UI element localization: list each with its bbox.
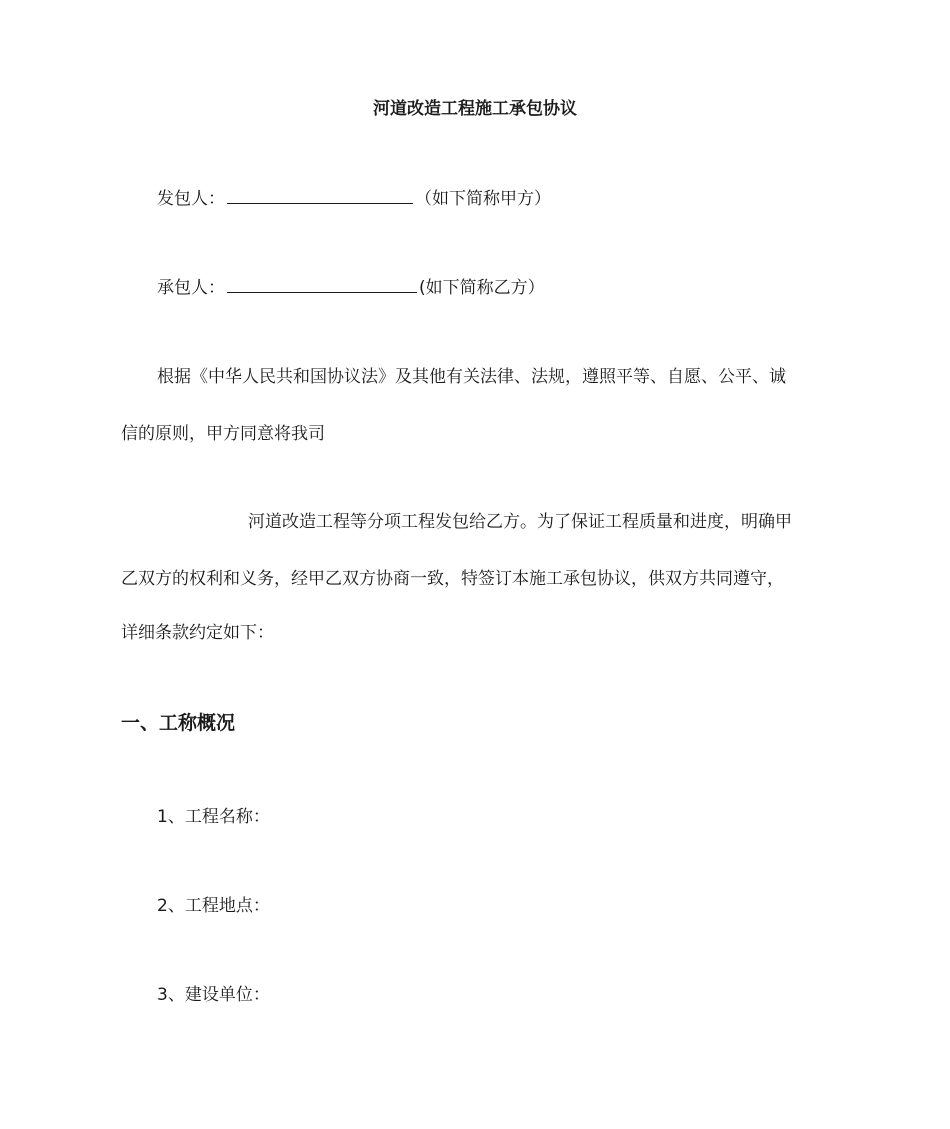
scope-line-2: 乙双方的权利和义务，经甲乙双方协商一致，特签订本施工承包协议，供双方共同遵守， (121, 569, 784, 589)
intro-line-2: 信的原则，甲方同意将我司 (121, 424, 325, 444)
party-b-suffix: (如下简称乙方） (419, 278, 545, 298)
party-a-label: 发包人： (157, 189, 225, 209)
construction-unit-item: 3、建设单位： (157, 985, 270, 1005)
project-name-item: 1、工程名称： (157, 807, 270, 827)
party-a-suffix: （如下简称甲方） (415, 189, 551, 209)
party-b-blank (227, 276, 417, 293)
party-a-blank (227, 187, 413, 204)
section-1-heading: 一、工称概况 (121, 712, 236, 734)
intro-line-1: 根据《中华人民共和国协议法》及其他有关法律、法规，遵照平等、自愿、公平、诚 (157, 367, 786, 387)
document-title: 河道改造工程施工承包协议 (373, 99, 577, 119)
party-b-label: 承包人： (157, 278, 225, 298)
scope-line-1: 河道改造工程等分项工程发包给乙方。为了保证工程质量和进度，明确甲 (248, 512, 792, 532)
scope-line-3: 详细条款约定如下： (121, 623, 274, 643)
project-location-item: 2、工程地点： (157, 896, 270, 916)
party-a-line (157, 187, 551, 211)
party-b-line (157, 276, 545, 300)
